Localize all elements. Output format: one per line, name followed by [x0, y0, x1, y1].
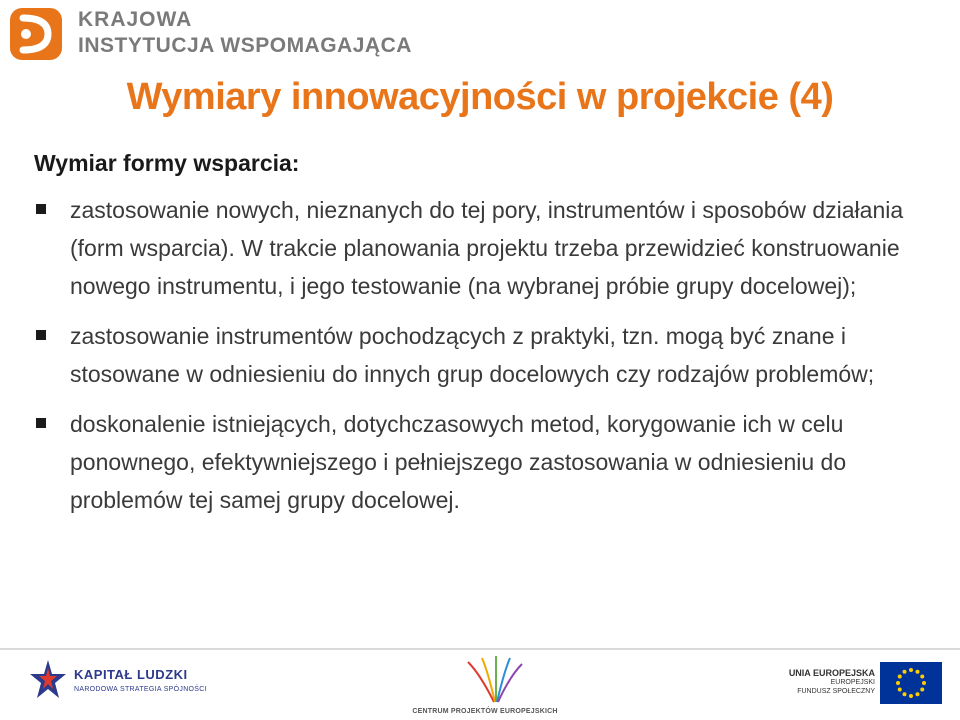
cpe-logo-icon: [460, 654, 530, 706]
eu-line1: UNIA EUROPEJSKA: [788, 668, 875, 678]
slide-content: [34, 150, 934, 531]
org-name-line2: INSTYTUCJA WSPOMAGAJĄCA: [78, 34, 412, 57]
square-bullet-icon: [36, 204, 46, 214]
slide-subtitle: Wymiar formy wsparcia:: [34, 150, 300, 176]
kapital-ludzki-logo-icon: [26, 658, 70, 702]
kapital-ludzki-subtitle: NARODOWA STRATEGIA SPÓJNOŚCI: [74, 686, 207, 693]
bullet-item: [34, 317, 934, 393]
eu-star-icon: [903, 670, 907, 674]
slide-title: Wymiary innowacyjności w projekcie (4): [126, 76, 834, 118]
bullet-text: zastosowanie nowych, nieznanych do tej pory, instrumentów i sposobów działania (form wsparcia). W trakcie planowania projektu trzeba przewidzieć konstruowanie nowego instrumentu, i jego testowanie (na wybranej próbie grupy docelowej);: [70, 197, 904, 299]
eu-star-icon: [916, 692, 920, 696]
eu-star-icon: [896, 681, 900, 685]
slide-header: [0, 0, 960, 68]
eu-star-icon: [922, 681, 926, 685]
eu-star-icon: [916, 670, 920, 674]
footer-divider: [0, 648, 960, 650]
bullet-text: doskonalenie istniejących, dotychczasowych metod, korygowanie ich w celu ponownego, efektywniejszego i pełniejszego zastosowania w odniesieniu do problemów tej samej grupy docelowej.: [70, 411, 847, 513]
cpe-name: CENTRUM PROJEKTÓW EUROPEJSKICH: [412, 708, 558, 715]
kiw-logo-icon: [6, 4, 66, 64]
eu-line2: EUROPEJSKI: [830, 679, 875, 686]
eu-line3: FUNDUSZ SPOŁECZNY: [797, 688, 875, 695]
eu-star-icon: [898, 688, 902, 692]
eu-star-icon: [909, 694, 913, 698]
eu-star-icon: [909, 668, 913, 672]
kapital-ludzki-name: KAPITAŁ LUDZKI: [74, 667, 188, 682]
eu-star-icon: [920, 688, 924, 692]
eu-flag-icon: [880, 662, 942, 704]
bullet-text: zastosowanie instrumentów pochodzących z praktyki, tzn. mogą być znane i stosowane w odniesieniu do innych grup docelowych czy rodzajów problemów;: [70, 323, 875, 387]
bullet-item: [34, 191, 934, 305]
eu-text-block: [740, 668, 875, 696]
eu-star-icon: [903, 692, 907, 696]
org-name-line1: KRAJOWA: [78, 8, 193, 31]
square-bullet-icon: [36, 418, 46, 428]
slide-footer: [0, 648, 960, 720]
eu-star-icon: [898, 675, 902, 679]
eu-star-icon: [920, 675, 924, 679]
bullet-item: [34, 405, 934, 519]
square-bullet-icon: [36, 330, 46, 340]
bullet-list: [34, 191, 934, 519]
